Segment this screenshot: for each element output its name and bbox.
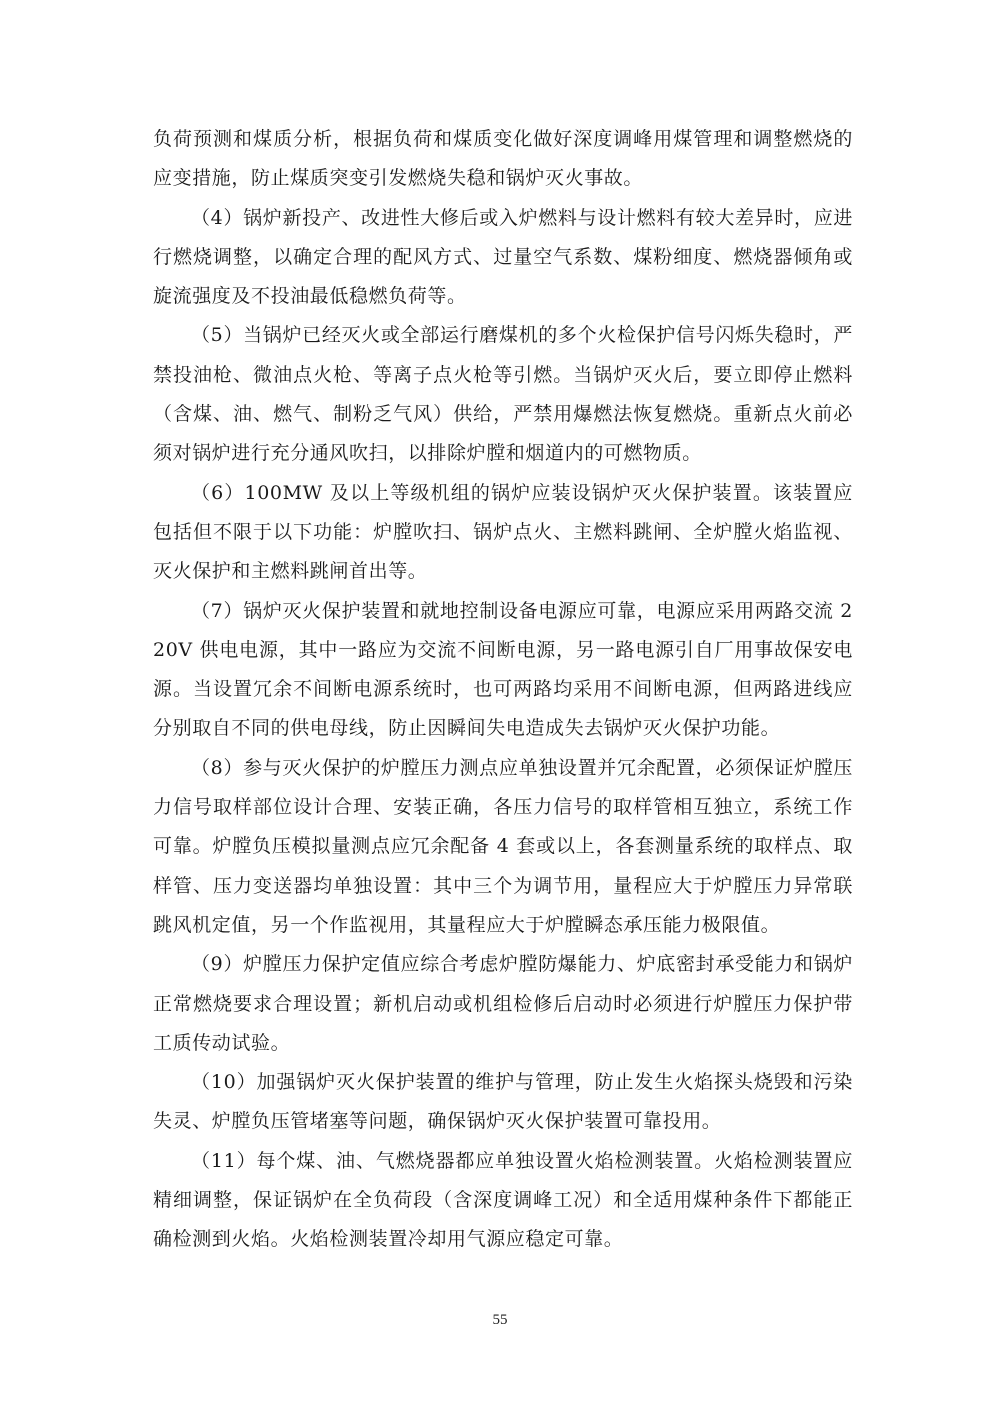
page-number: 55 xyxy=(492,1312,508,1328)
paragraph-item-9: （9）炉膛压力保护定值应综合考虑炉膛防爆能力、炉底密封承受能力和锅炉正常燃烧要求合理设置；新机启动或机组检修后启动时必须进行炉膛压力保护带工质传动试验。 xyxy=(153,953,853,1054)
document-body xyxy=(153,120,853,1260)
paragraph-item-8: （8）参与灭火保护的炉膛压力测点应单独设置并冗余配置，必须保证炉膛压力信号取样部位设计合理、安装正确，各压力信号的取样管相互独立，系统工作可靠。炉膛负压模拟量测点应冗余配备 4 套或以上，各套测量系统的取样点、取样管、压力变送器均单独设置：其中三个为调节用，量程应大于炉膛压力异常联跳风机定值，另一个作监视用，其量程应大于炉膛瞬态承压能力极限值。 xyxy=(153,756,853,936)
paragraph-item-5: （5）当锅炉已经灭火或全部运行磨煤机的多个火检保护信号闪烁失稳时，严禁投油枪、微油点火枪、等离子点火枪等引燃。当锅炉灭火后，要立即停止燃料（含煤、油、燃气、制粉乏气风）供给，严禁用爆燃法恢复燃烧。重新点火前必须对锅炉进行充分通风吹扫，以排除炉膛和烟道内的可燃物质。 xyxy=(153,324,853,465)
paragraph-continuation: 负荷预测和煤质分析，根据负荷和煤质变化做好深度调峰用煤管理和调整燃烧的应变措施，防止煤质突变引发燃烧失稳和锅炉灭火事故。 xyxy=(153,128,853,190)
paragraph-item-11: （11）每个煤、油、气燃烧器都应单独设置火焰检测装置。火焰检测装置应精细调整，保证锅炉在全负荷段（含深度调峰工况）和全适用煤种条件下都能正确检测到火焰。火焰检测装置冷却用气源应稳定可靠。 xyxy=(153,1149,853,1251)
paragraph-item-4: （4）锅炉新投产、改进性大修后或入炉燃料与设计燃料有较大差异时，应进行燃烧调整，以确定合理的配风方式、过量空气系数、煤粉细度、燃烧器倾角或旋流强度及不投油最低稳燃负荷等。 xyxy=(153,206,853,308)
paragraph-item-6: （6）100MW 及以上等级机组的锅炉应装设锅炉灭火保护装置。该装置应包括但不限于以下功能：炉膛吹扫、锅炉点火、主燃料跳闸、全炉膛火焰监视、灭火保护和主燃料跳闸首出等。 xyxy=(153,481,853,583)
paragraph-item-10: （10）加强锅炉灭火保护装置的维护与管理，防止发生火焰探头烧毁和污染失灵、炉膛负压管堵塞等问题，确保锅炉灭火保护装置可靠投用。 xyxy=(153,1071,853,1133)
paragraph-item-7: （7）锅炉灭火保护装置和就地控制设备电源应可靠，电源应采用两路交流 220V 供电电源，其中一路应为交流不间断电源，另一路电源引自厂用事故保安电源。当设置冗余不间断电源系统时，也可两路均采用不间断电源，但两路进线应分别取自不同的供电母线，防止因瞬间失电造成失去锅炉灭火保护功能。 xyxy=(153,599,853,740)
